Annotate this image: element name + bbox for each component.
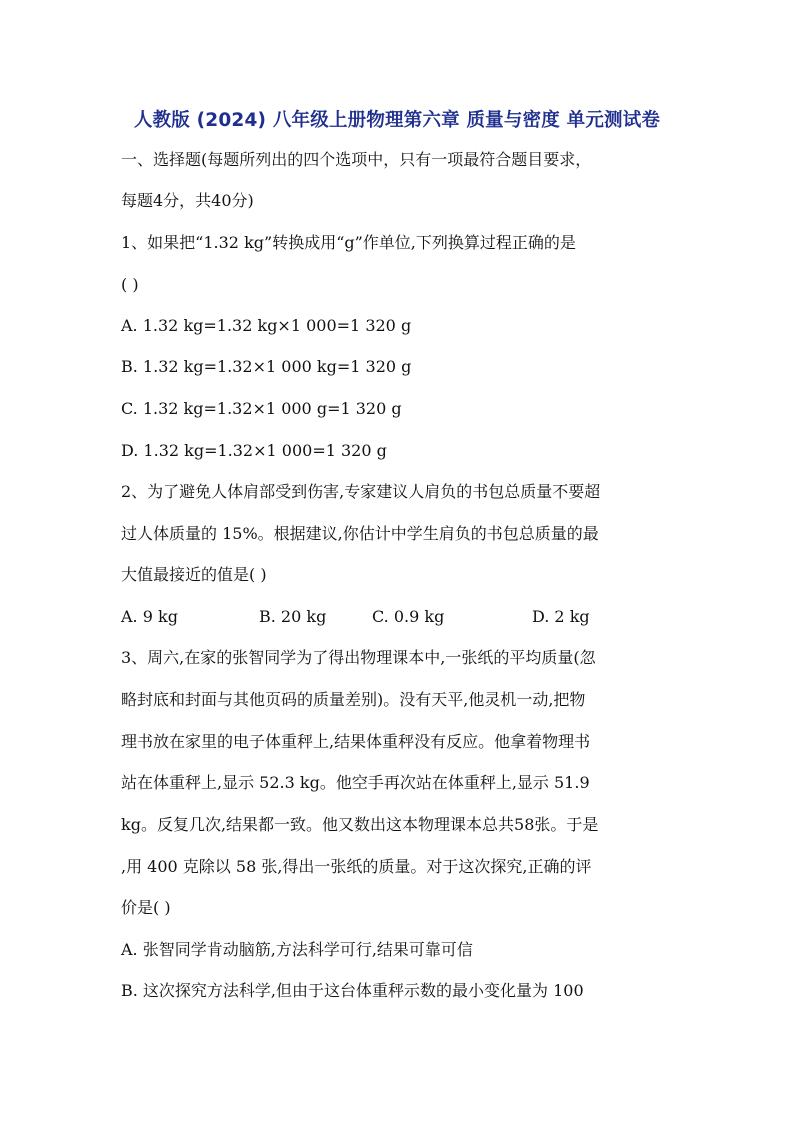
question-3-line-5: kg。反复几次,结果都一致。他又数出这本物理课本总共58张。于是 — [121, 815, 599, 834]
question-3-line-7: 价是( ) — [121, 898, 171, 917]
question-2-line-3: 大值最接近的值是( ) — [121, 565, 267, 584]
section-heading-line-1: 一、选择题(每题所列出的四个选项中，只有一项最符合题目要求， — [121, 150, 592, 169]
question-3-option-a: A. 张智同学肯动脑筋,方法科学可行,结果可靠可信 — [121, 940, 473, 959]
question-2-option-c: C. 0.9 kg — [372, 607, 445, 626]
question-3-line-6: ,用 400 克除以 58 张,得出一张纸的质量。对于这次探究,正确的评 — [121, 857, 592, 876]
section-heading-line-2: 每题4分，共40分) — [121, 191, 254, 210]
question-2-option-d: D. 2 kg — [532, 607, 590, 626]
question-1-option-d: D. 1.32 kg=1.32×1 000=1 320 g — [121, 441, 387, 460]
question-2-option-b: B. 20 kg — [259, 607, 327, 626]
question-3-option-b: B. 这次探究方法科学,但由于这台体重秤示数的最小变化量为 100 — [121, 981, 584, 1000]
question-2-option-a: A. 9 kg — [121, 607, 178, 626]
question-3-line-2: 略封底和封面与其他页码的质量差别)。没有天平,他灵机一动,把物 — [121, 690, 586, 709]
document-title: 人教版 (2024) 八年级上册物理第六章 质量与密度 单元测试卷 — [133, 110, 661, 131]
question-3-line-1: 3、周六,在家的张智同学为了得出物理课本中,一张纸的平均质量(忽 — [121, 648, 596, 667]
question-1-line-2: ( ) — [121, 275, 139, 294]
question-1-option-b: B. 1.32 kg=1.32×1 000 kg=1 320 g — [121, 357, 412, 376]
question-3-line-3: 理书放在家里的电子体重秤上,结果体重秤没有反应。他拿着物理书 — [121, 732, 591, 751]
question-1-option-c: C. 1.32 kg=1.32×1 000 g=1 320 g — [121, 399, 402, 418]
question-2-line-1: 2、为了避免人体肩部受到伤害,专家建议人肩负的书包总质量不要超 — [121, 482, 601, 501]
question-1-line-1: 1、如果把“1.32 kg”转换成用“g”作单位,下列换算过程正确的是 — [121, 233, 576, 252]
question-2-line-2: 过人体质量的 15%。根据建议,你估计中学生肩负的书包总质量的最 — [121, 524, 599, 543]
question-1-option-a: A. 1.32 kg=1.32 kg×1 000=1 320 g — [121, 316, 412, 335]
question-3-line-4: 站在体重秤上,显示 52.3 kg。他空手再次站在体重秤上,显示 51.9 — [121, 773, 590, 792]
